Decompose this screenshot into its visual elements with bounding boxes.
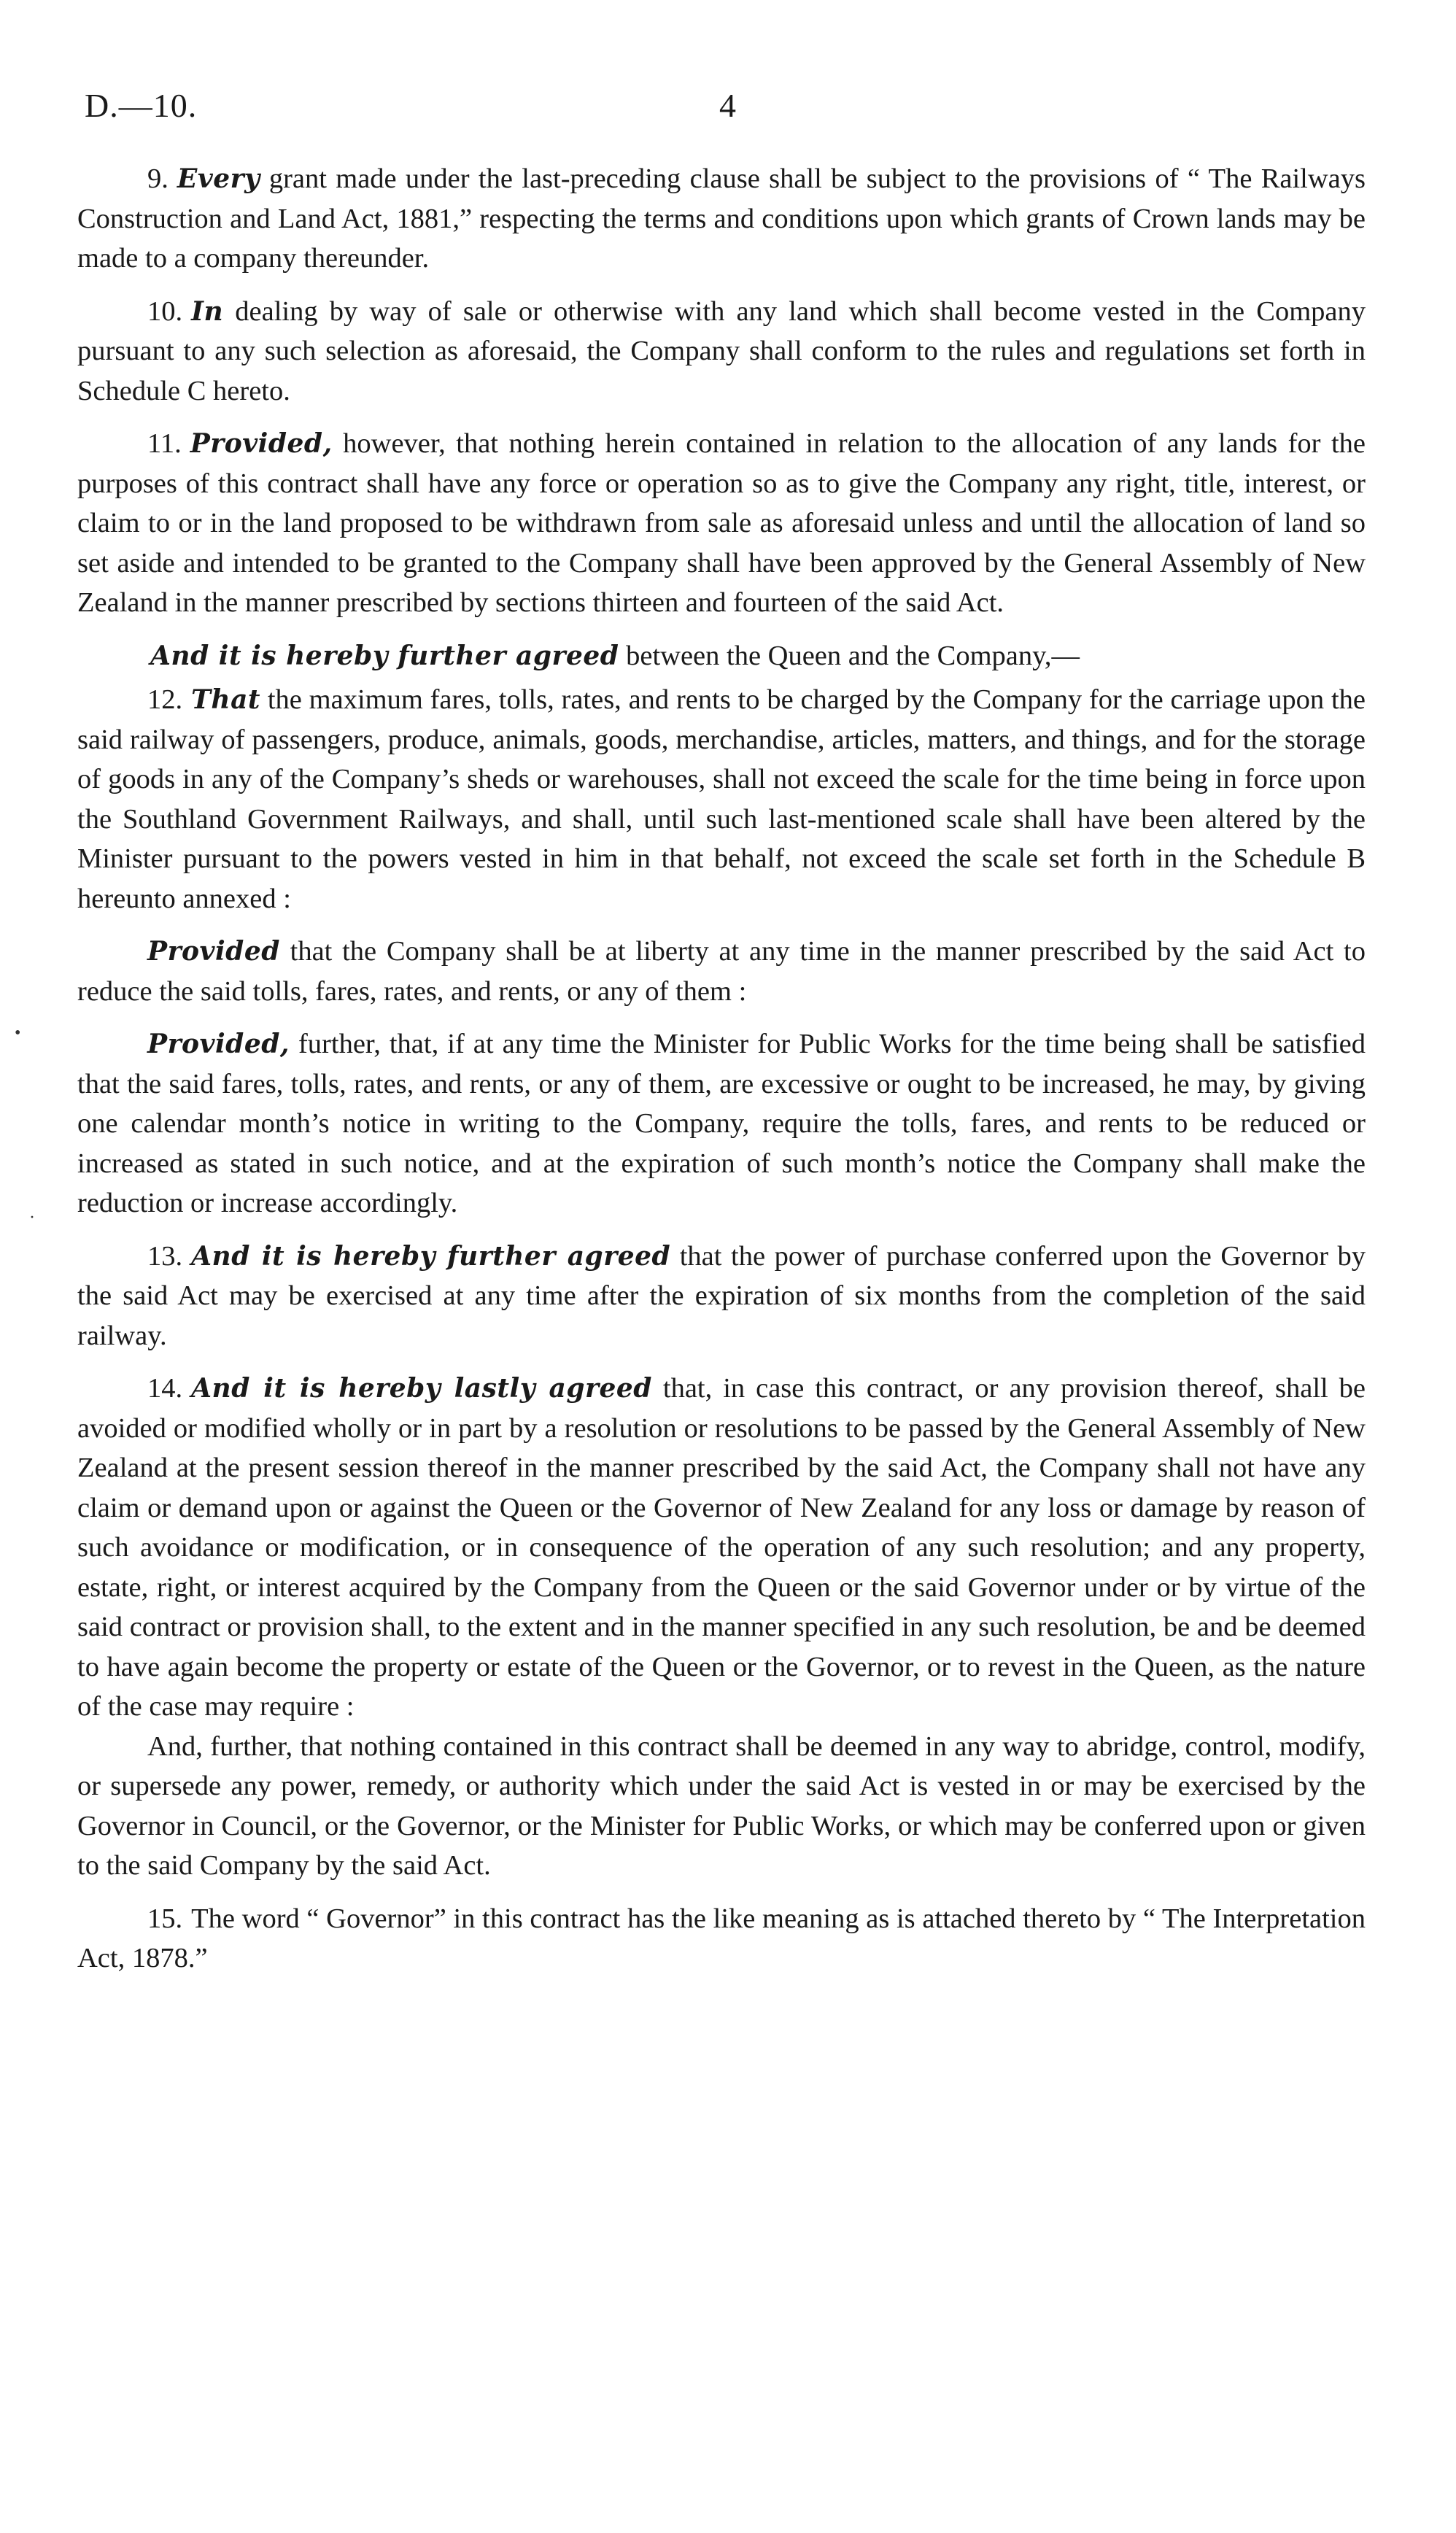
clause-text: that, in case this contract, or any provision thereof, shall be avoided or modified wholly or in part by a resolution or resolutions to be passed by the General Assembly of New Zealand at the present session thereof in the manner prescribed by the said Act, the Company shall not have any claim or demand upon or against the Queen or the Governor of New Zealand for any loss or damage by reason of such avoidance or modification, or in consequence of the operation of any such resolution; and any property, estate, right, or interest acquired by the Company from the Queen or the said Governor under or by virtue of the said contract or provision shall, to the extent and in the manner specified in any such resolution, be and be deemed to have again become the property or estate of the Queen or the Governor, or to revest in the Queen, as the nature of the case may require : [77, 1373, 1366, 1722]
blackletter-lead: Provided [147, 936, 280, 967]
clause-text: And, further, that nothing contained in this contract shall be deemed in any way to abridge, control, modify, or supersede any power, remedy, or authority which under the said Act is vested in or may be exercised by the Governor in Council, or the Governor, or the Minister for Public Works, or which may be conferred upon or given to the said Company by the said Act. [77, 1730, 1366, 1881]
clause-number: 14. [147, 1373, 183, 1404]
clause-text: that the power of purchase conferred upon the Governor by the said Act may be exercised at any time after the expiration of six months from the completion of the said railway. [77, 1240, 1366, 1351]
clause-12 [77, 680, 1366, 919]
margin-dot: • [15, 1024, 21, 1043]
clause-13 [77, 1237, 1366, 1356]
blackletter-lead: Provided, [147, 1029, 290, 1059]
blackletter-lead: In [191, 295, 224, 327]
clause-14-further [77, 1727, 1366, 1886]
clause-14 [77, 1369, 1366, 1727]
clause-number: 9. [147, 163, 169, 194]
clause-number: 15. [147, 1903, 183, 1934]
clause-number: 12. [147, 684, 183, 715]
clause-text: that the Company shall be at liberty at any time in the manner prescribed by the said Act to reduce the said tolls, fares, rates, and rents, or any of them : [77, 936, 1366, 1007]
document-reference: D.—10. [85, 87, 198, 124]
clause-text: however, that nothing herein contained in relation to the allocation of any lands for the purposes of this contract shall have any force or operation so as to give the Company any right, title, interest, or claim to or in the land proposed to be withdrawn from sale as aforesaid unless and until the allocation of land so set aside and intended to be granted to the Company shall have been approved by the General Assembly of New Zealand in the manner prescribed by sections thirteen and fourteen of the said Act. [77, 428, 1366, 618]
proviso-1 [77, 932, 1366, 1011]
clause-11 [77, 424, 1366, 623]
clause-text: the maximum fares, tolls, rates, and rents to be charged by the Company for the carriage upon the said railway of passengers, produce, animals, goods, merchandise, articles, matters, and things, and for the storage of goods in any of the Company’s sheds or warehouses, shall not exceed the scale for the time being in force upon the Southland Government Railways, and shall, until such last-mentioned scale shall have been altered by the Minister pursuant to the powers vested in him in that behalf, not exceed the scale set forth in the Schedule B hereunto annexed : [77, 684, 1366, 914]
clause-number: 13. [147, 1240, 183, 1272]
blackletter-lead: Every [177, 163, 260, 194]
clause-text: The word “ Governor” in this contract has the like meaning as is attached thereto by “ The Interpretation Act, 1878.” [77, 1903, 1366, 1973]
blackletter-lead: Provided, [190, 428, 333, 459]
document-body [77, 159, 1366, 1992]
clause-number: 11. [147, 428, 182, 459]
clause-9 [77, 159, 1366, 279]
page-number: 4 [719, 87, 736, 124]
blackletter-lead: That [191, 684, 261, 715]
page-header [85, 86, 1371, 137]
clause-text: grant made under the last-preceding clause shall be subject to the provisions of “ The Railways Construction and Land Act, 1881,” respecting the terms and conditions upon which grants of Crown lands may be made to a company thereunder. [77, 163, 1366, 274]
blackletter-lead: And it is hereby lastly agreed [191, 1373, 652, 1404]
clause-15 [77, 1899, 1366, 1979]
clause-text: between the Queen and the Company,— [626, 640, 1080, 671]
clause-text: dealing by way of sale or otherwise with any land which shall become vested in the Company pursuant to any such selection as aforesaid, the Company shall conform to the rules and regulations set forth in Schedule C hereto. [77, 295, 1366, 406]
clause-10 [77, 292, 1366, 411]
clause-text: further, that, if at any time the Minister for Public Works for the time being shall be satisfied that the said fares, tolls, rates, and rents, or any of them, are excessive or ought to be increased, he may, by giving one calendar month’s notice in writing to the Company, require the tolls, fares, and rents to be reduced or increased as stated in such notice, and at the expiration of such month’s notice the Company shall make the reduction or increase accordingly. [77, 1029, 1366, 1218]
blackletter-lead: And it is hereby further agreed [191, 1240, 671, 1272]
clause-number: 10. [147, 295, 183, 327]
blackletter-lead: And it is hereby further agreed [150, 640, 619, 671]
proviso-2 [77, 1024, 1366, 1223]
margin-dot: · [29, 1208, 35, 1227]
agreement-intro [77, 636, 1366, 676]
